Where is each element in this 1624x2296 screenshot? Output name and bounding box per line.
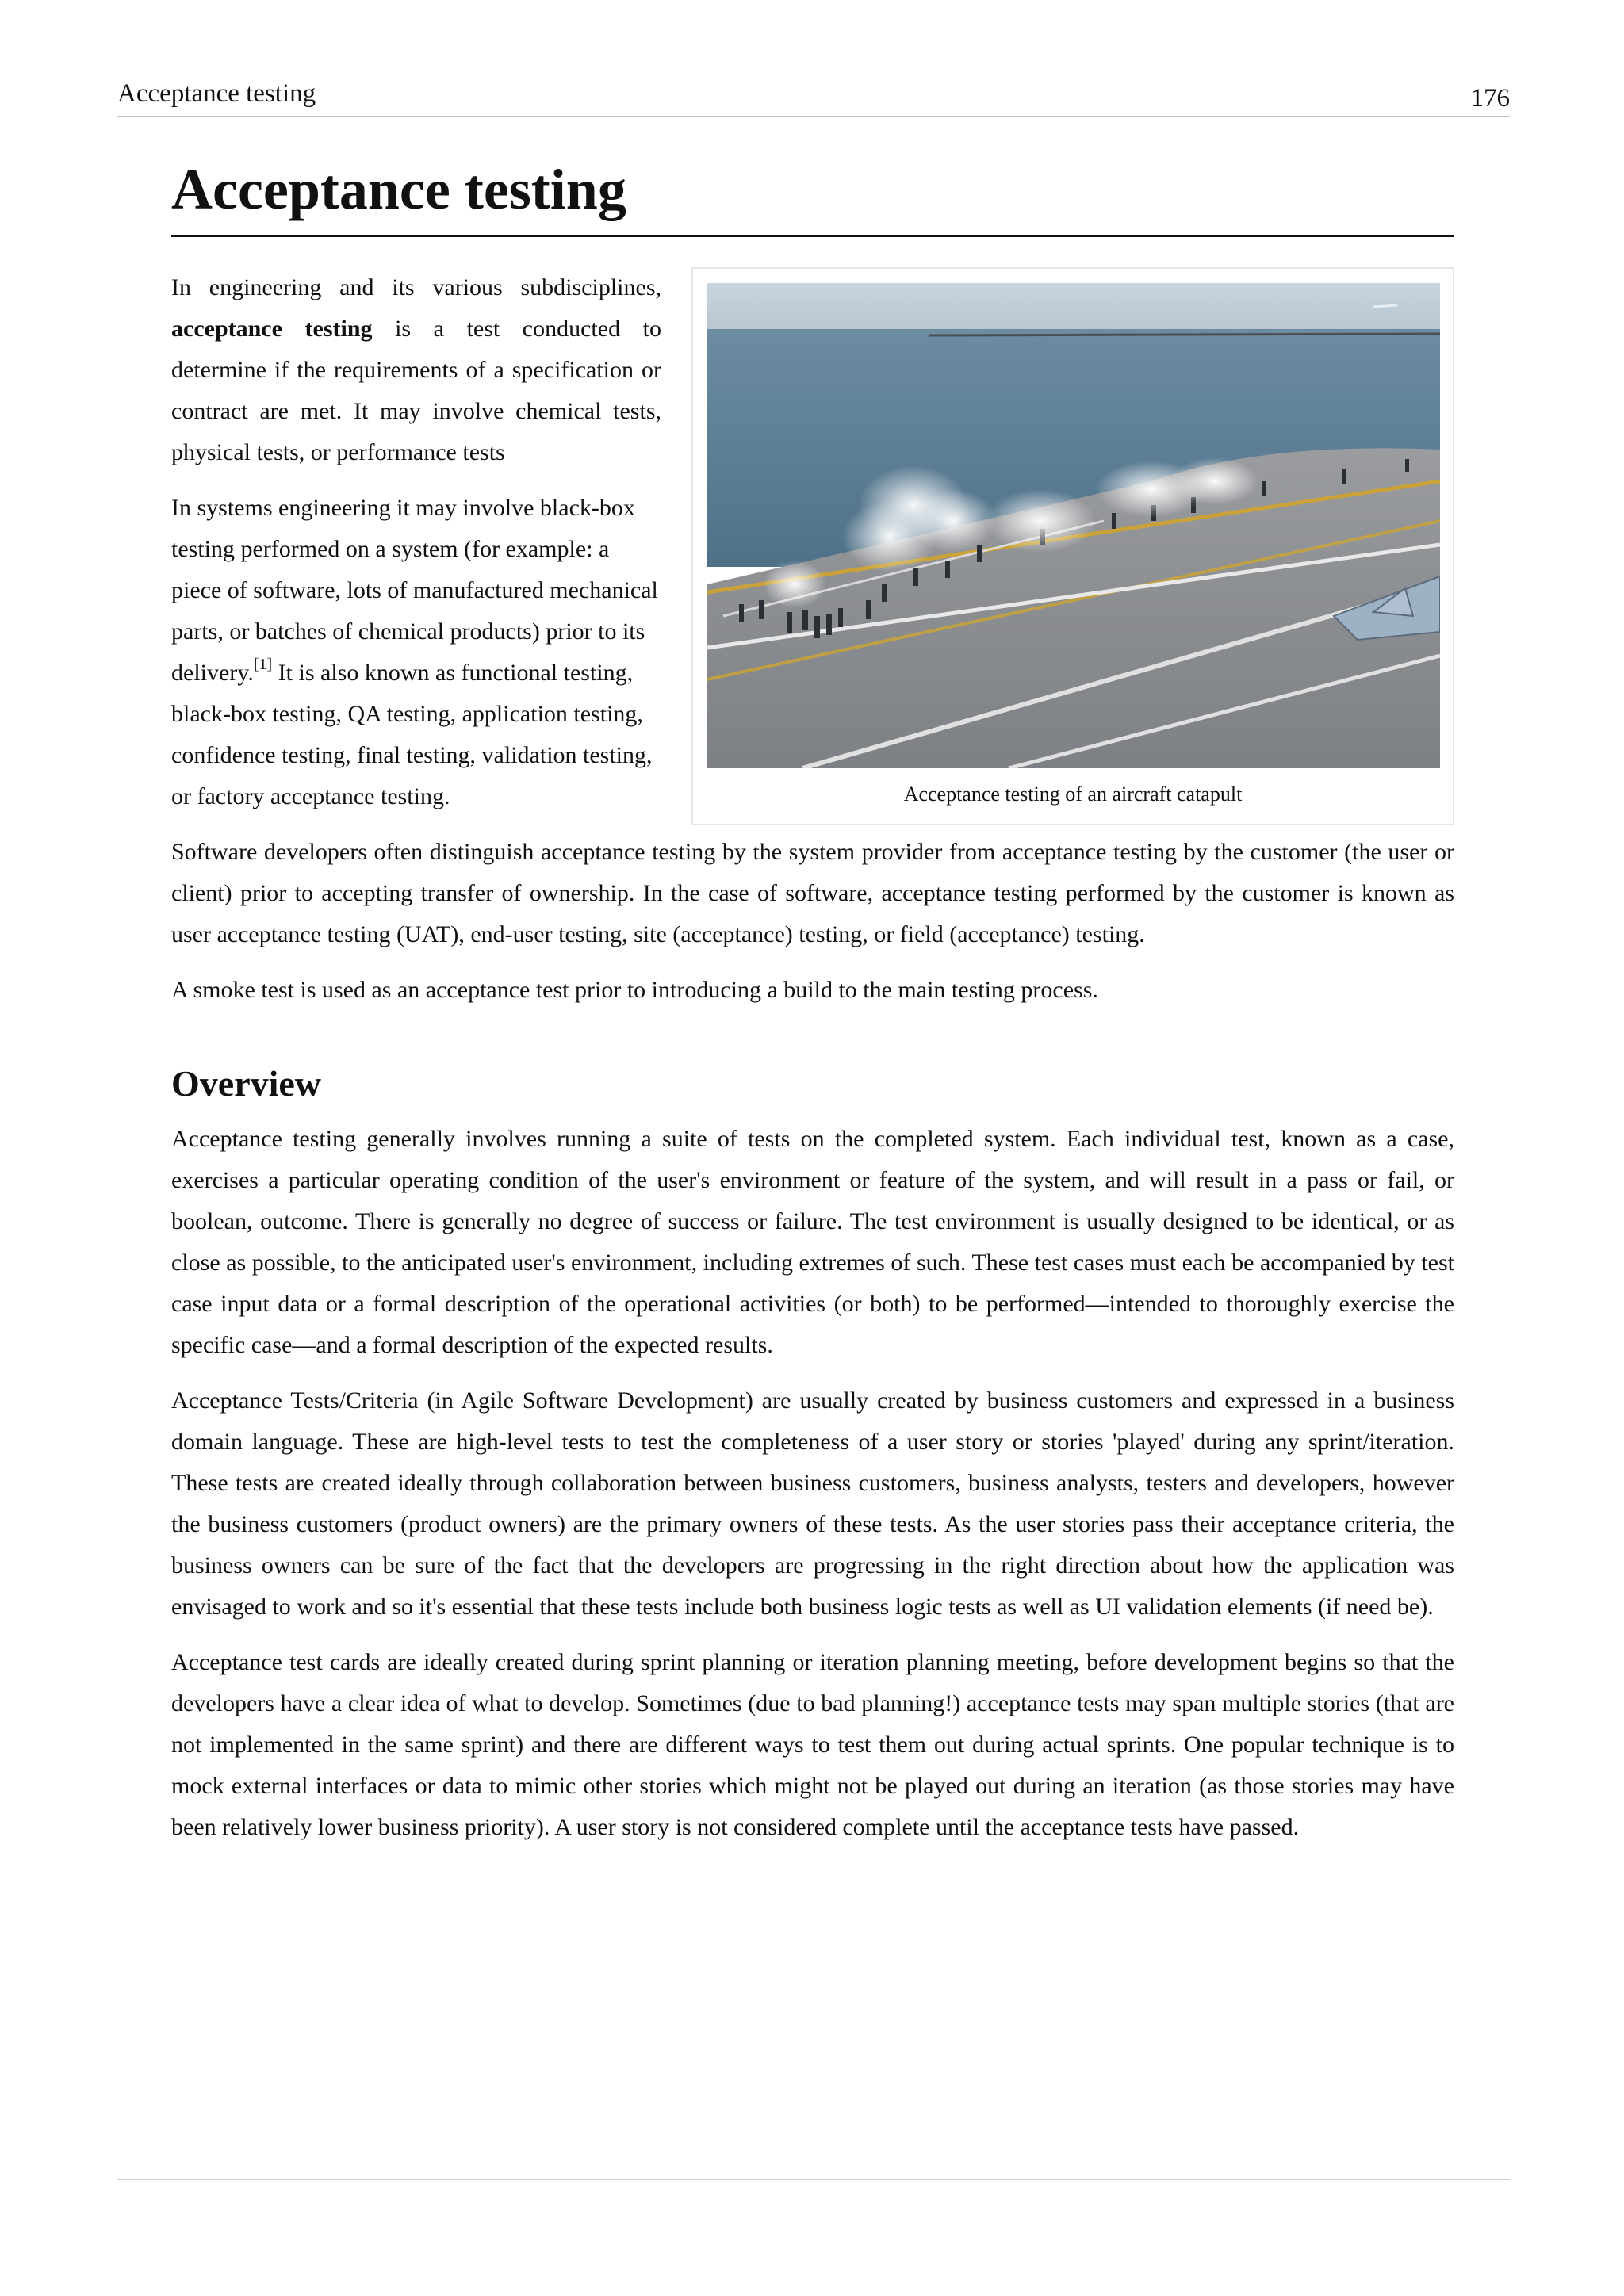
footer-rule bbox=[117, 2179, 1510, 2180]
intro-p1-term: acceptance testing bbox=[171, 316, 373, 342]
intro-p1-text-b: is a test conducted to determine if the requirements of a specification or contract are met. It may involve chemical tests, physical tests, or performance tests bbox=[171, 316, 661, 466]
intro-paragraph-1 bbox=[171, 267, 661, 473]
section-heading-overview: Overview bbox=[171, 1063, 322, 1104]
intro-p2-text-b: It is also known as functional testing, black-box testing, QA testing, application testing, confidence testing, final testing, validation testing, or factory acceptance testing. bbox=[171, 660, 653, 810]
intro-p2-text-a: In systems engineering it may involve black-box testing performed on a system (for example: a piece of software, lots of manufactured mechanical parts, or batches of chemical products) prior to its delivery. bbox=[171, 495, 658, 687]
intro-p1-text-a: In engineering and its various subdisciplines, bbox=[171, 274, 661, 301]
overview-paragraph-3: Acceptance test cards are ideally created during sprint planning or iteration planning meeting, before development begins so that the developers have a clear idea of what to develop. Sometimes (due to bad planning!) acceptance tests may span multiple stories (that are not implemented in the same sprint) and there are different ways to test them out during actual sprints. One popular technique is to mock external interfaces or data to mimic other stories which might not be played out during an iteration (as those stories may have been relatively lower business priority). A user story is not considered complete until the acceptance tests have passed. bbox=[171, 1648, 1454, 1840]
page-number: 176 bbox=[1470, 84, 1510, 113]
article-title: Acceptance testing bbox=[171, 155, 1454, 237]
overview-paragraph-2: Acceptance Tests/Criteria (in Agile Software Development) are usually created by business customers and expressed in a business domain language. These are high-level tests to test the completeness of a user story or stories 'played' during any sprint/iteration. These tests are created ideally through collaboration between business customers, business analysts, testers and developers, however the business customers (product owners) are the primary owners of these tests. As the user stories pass their acceptance criteria, the business owners can be sure of the fact that the developers are progressing in the right direction about how the application was envisaged to work and so it's essential that these tests include both business logic tests as well as UI validation elements (if need be). bbox=[171, 1387, 1454, 1620]
article-body bbox=[171, 155, 1454, 1862]
figure bbox=[691, 267, 1454, 825]
aircraft-carrier-photo bbox=[707, 283, 1440, 768]
reference-link-1[interactable]: [1] bbox=[253, 656, 273, 674]
paragraph-software-developers: Software developers often distinguish acceptance testing by the system provider from acceptance testing by the customer (the user or client) prior to accepting transfer of ownership. In the case of software, acceptance testing performed by the customer is known as user acceptance testing (UAT), end-user testing, site (acceptance) testing, or field (acceptance) testing. bbox=[171, 839, 1454, 948]
paragraph-smoke-test: A smoke test is used as an acceptance test prior to introducing a build to the main testing process. bbox=[171, 977, 1098, 1004]
running-header bbox=[117, 78, 1510, 117]
intro-paragraph-2 bbox=[171, 488, 661, 817]
running-title: Acceptance testing bbox=[117, 79, 316, 108]
figure-caption: Acceptance testing of an aircraft catapult bbox=[903, 783, 1243, 806]
overview-paragraph-1: Acceptance testing generally involves running a suite of tests on the completed system. Each individual test, known as a case, exercises a particular operating condition of the user's environment or feature of the system, and will result in a pass or fail, or boolean, outcome. There is generally no degree of success or failure. The test environment is usually designed to be identical, or as close as possible, to the anticipated user's environment, including extremes of such. These test cases must each be accompanied by test case input data or a formal description of the operational activities (or both) to be performed—intended to thoroughly exercise the specific case—and a formal description of the expected results. bbox=[171, 1125, 1454, 1358]
